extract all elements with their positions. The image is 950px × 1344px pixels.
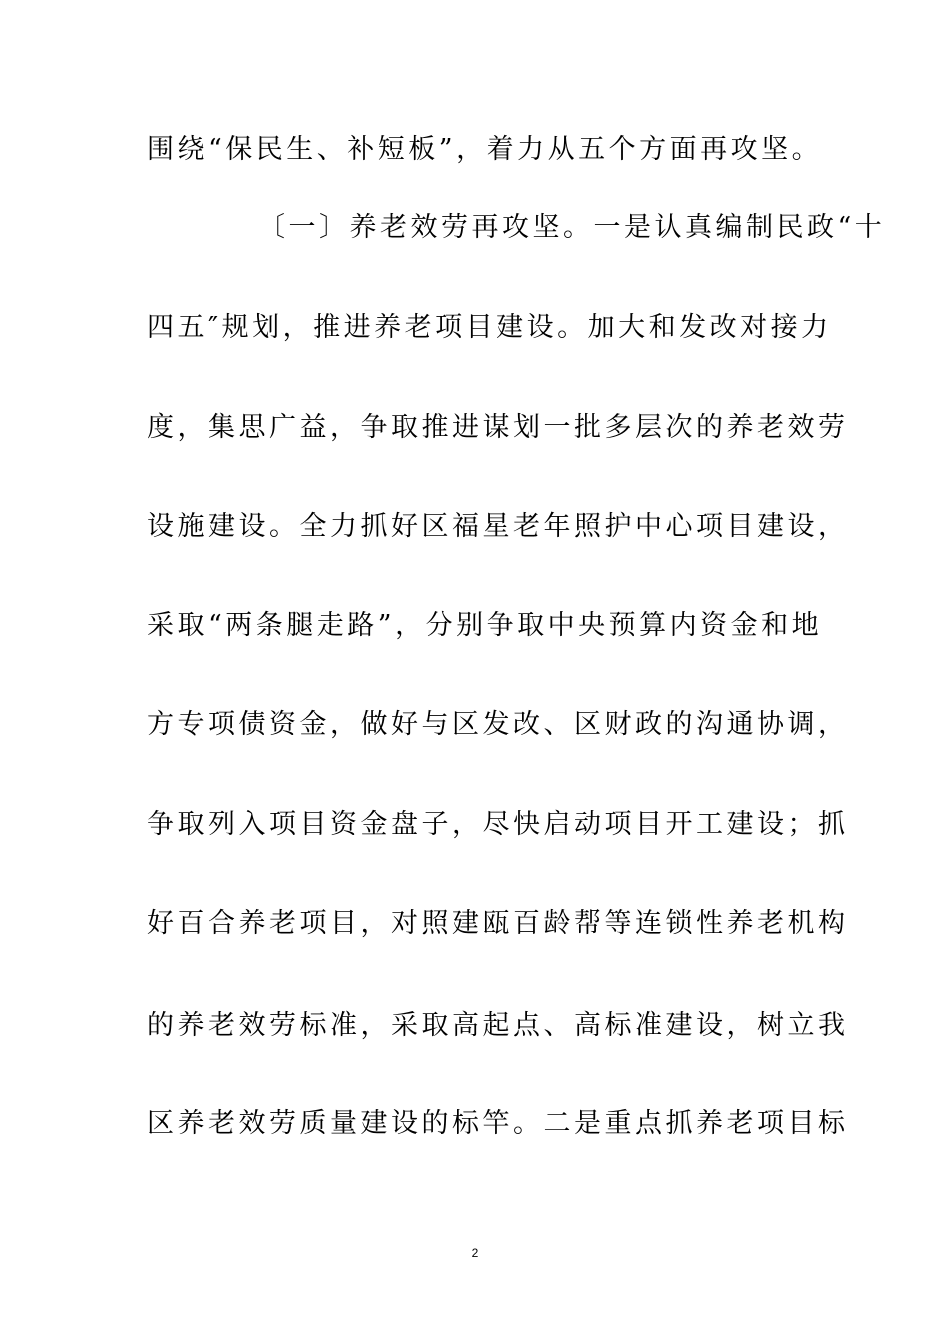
text-line-9: 好百合养老项目，对照建瓯百龄帮等连锁性养老机构 — [147, 908, 849, 939]
text-line-3: 四五″规划，推进养老项目建设。加大和发改对接力 — [147, 312, 832, 343]
page-number: 2 — [471, 1246, 479, 1260]
text-line-4: 度，集思广益，争取推进谋划一批多层次的养老效劳 — [147, 412, 849, 443]
text-line-11: 区养老效劳质量建设的标竿。二是重点抓养老项目标 — [147, 1108, 849, 1139]
text-line-1: 围绕“保民生、补短板”，着力从五个方面再攻坚。 — [147, 134, 823, 165]
text-line-2: 〔一〕养老效劳再攻坚。一是认真编制民政“十 — [258, 212, 886, 243]
text-line-7: 方专项债资金，做好与区发改、区财政的沟通协调， — [147, 709, 849, 740]
text-line-10: 的养老效劳标准，采取高起点、高标准建设，树立我 — [147, 1010, 849, 1041]
text-line-6: 采取“两条腿走路”，分别争取中央预算内资金和地 — [147, 610, 823, 641]
text-line-8: 争取列入项目资金盘子，尽快启动项目开工建设；抓 — [147, 809, 849, 840]
text-line-5: 设施建设。全力抓好区福星老年照护中心项目建设， — [147, 511, 849, 542]
